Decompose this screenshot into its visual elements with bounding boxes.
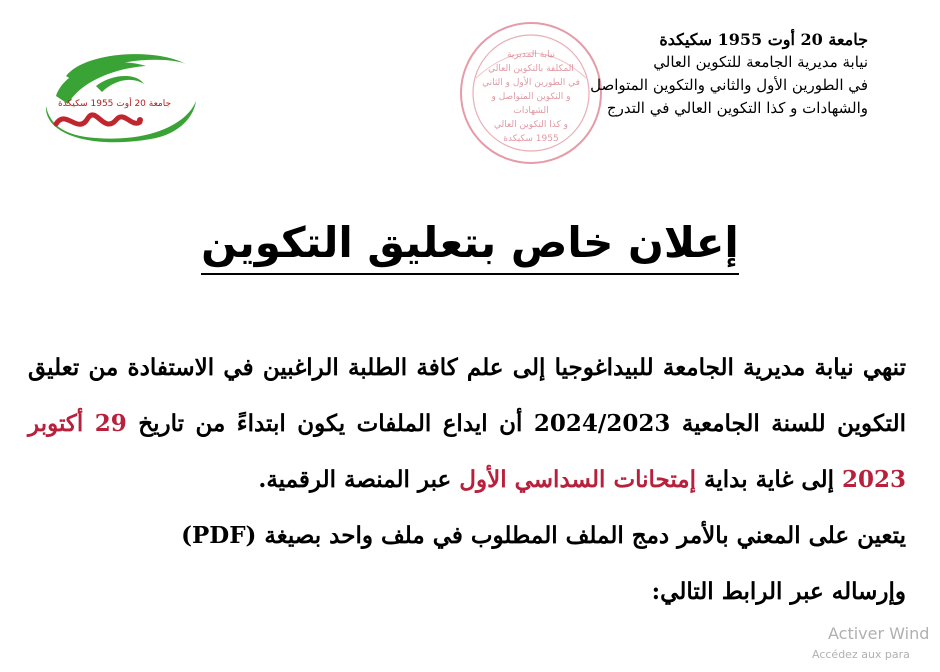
activate-windows-subtext: Accédez aux para bbox=[812, 648, 910, 661]
activate-windows-watermark: Activer Wind bbox=[828, 624, 930, 643]
university-header bbox=[448, 28, 868, 120]
announcement-body bbox=[28, 340, 906, 620]
paragraph-1: تنهي نيابة مديرية الجامعة للبيداغوجيا إلى علم كافة الطلبة الراغبين في الاستفادة من تعليق التكوين للسنة الجامعية 2024/2023 أن ايداع الملفات يكون ابتداءً من تاريخ 29 أكتوبر 2023 إلى غاية بداية إمتحانات السداسي الأول عبر المنصة الرقمية. bbox=[28, 354, 906, 493]
university-name: جامعة 20 أوت 1955 سكيكدة bbox=[659, 30, 868, 49]
stamp-text: نيابة المديرية المكلفة بالتكوين العالي في الطورين الأول و الثاني و التكوين المتواصل و الشهادات و كذا التكوين العالي 1955 سكيكدة bbox=[482, 50, 580, 144]
announcement-title bbox=[0, 218, 940, 275]
header-line-2: نيابة مديرية الجامعة للتكوين العالي bbox=[653, 53, 868, 71]
paragraph-3: وإرساله عبر الرابط التالي: bbox=[651, 578, 906, 605]
paragraph-2: يتعين على المعني بالأمر دمج الملف المطلوب في ملف واحد بصيغة (PDF) bbox=[181, 522, 906, 549]
title-text: إعلان خاص بتعليق التكوين bbox=[201, 218, 739, 275]
logo-caption: جامعة 20 أوت 1955 سكيكدة bbox=[58, 99, 172, 109]
header-line-3: في الطورين الأول والثاني والتكوين المتواصل bbox=[590, 76, 868, 94]
university-logo bbox=[36, 46, 198, 148]
header-line-4: والشهادات و كذا التكوين العالي في التدرج bbox=[606, 99, 868, 117]
exams-label: إمتحانات السداسي الأول bbox=[459, 466, 697, 493]
start-date: 29 أكتوبر 2023 bbox=[28, 410, 906, 493]
